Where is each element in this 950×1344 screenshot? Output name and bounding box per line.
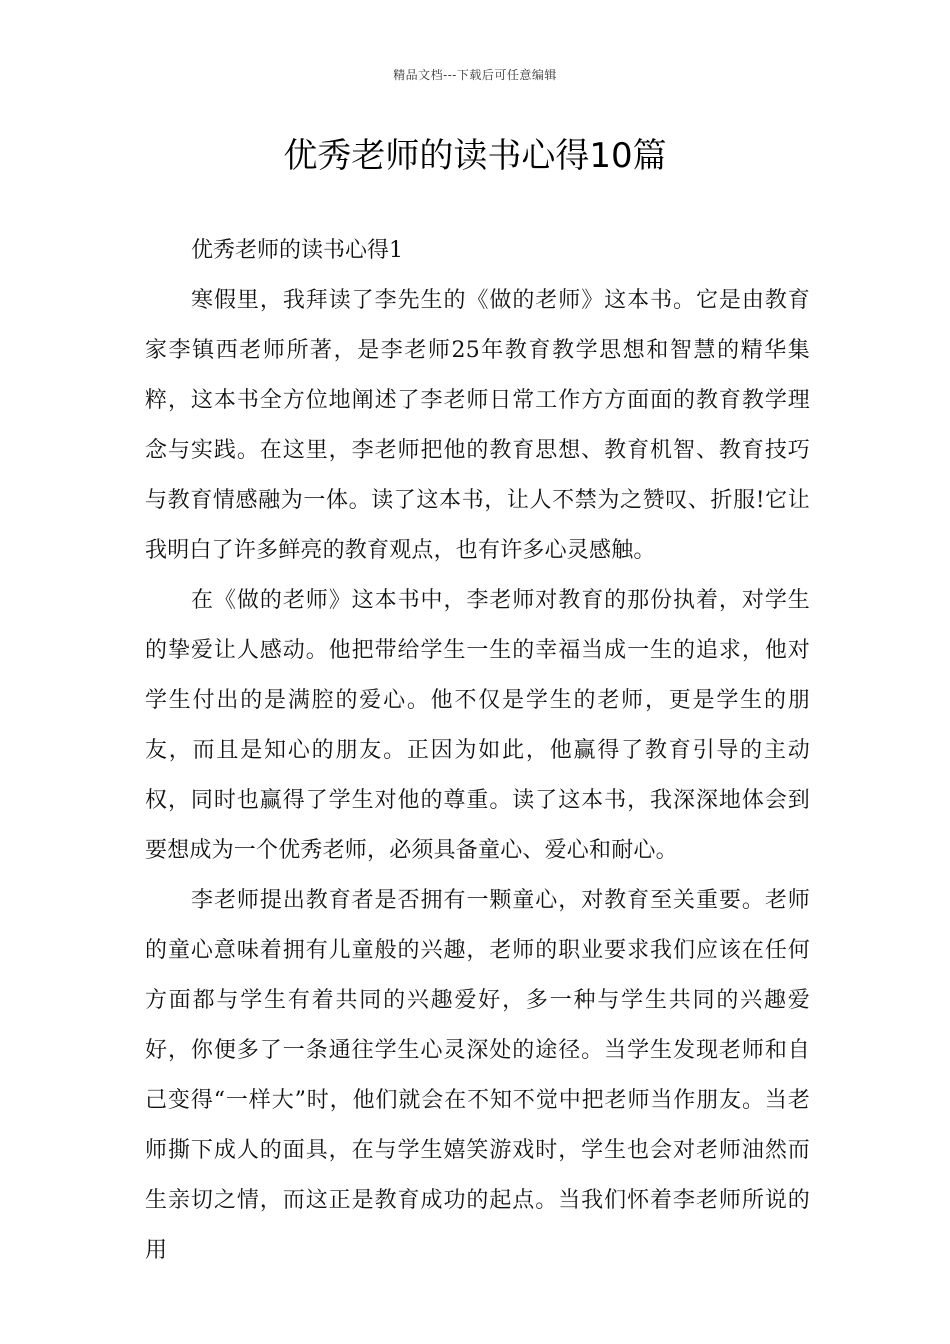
document-body [145,226,810,1276]
document-title: 优秀老师的读书心得10篇 [283,136,667,176]
header-watermark: 精品文档---下载后可任意编辑 [393,68,557,82]
section-heading: 优秀老师的读书心得1 [191,238,403,263]
paragraph-3: 李老师提出教育者是否拥有一颗童心，对教育至关重要。老师的童心意味着拥有儿童般的兴趣，老师的职业要求我们应该在任何方面都与学生有着共同的兴趣爱好，多一种与学生共同的兴趣爱好，你便多了一条通往学生心灵深处的途径。当学生发现老师和自己变得“一样大”时，他们就会在不知不觉中把老师当作朋友。当老师撕下成人的面具，在与学生嬉笑游戏时，学生也会对老师油然而生亲切之情，而这正是教育成功的起点。当我们怀着李老师所说的用 [145,888,810,1263]
paragraph-1: 寒假里，我拜读了李先生的《做的老师》这本书。它是由教育家李镇西老师所著，是李老师25年教育教学思想和智慧的精华集粹，这本书全方位地阐述了李老师日常工作方方面面的教育教学理念与实践。在这里，李老师把他的教育思想、教育机智、教育技巧与教育情感融为一体。读了这本书，让人不禁为之赞叹、折服!它让我明白了许多鲜亮的教育观点，也有许多心灵感触。 [145,288,810,563]
paragraph-2: 在《做的老师》这本书中，李老师对教育的那份执着，对学生的挚爱让人感动。他把带给学生一生的幸福当成一生的追求，他对学生付出的是满腔的爱心。他不仅是学生的老师，更是学生的朋友，而且是知心的朋友。正因为如此，他赢得了教育引导的主动权，同时也赢得了学生对他的尊重。读了这本书，我深深地体会到要想成为一个优秀老师，必须具备童心、爱心和耐心。 [145,588,810,863]
